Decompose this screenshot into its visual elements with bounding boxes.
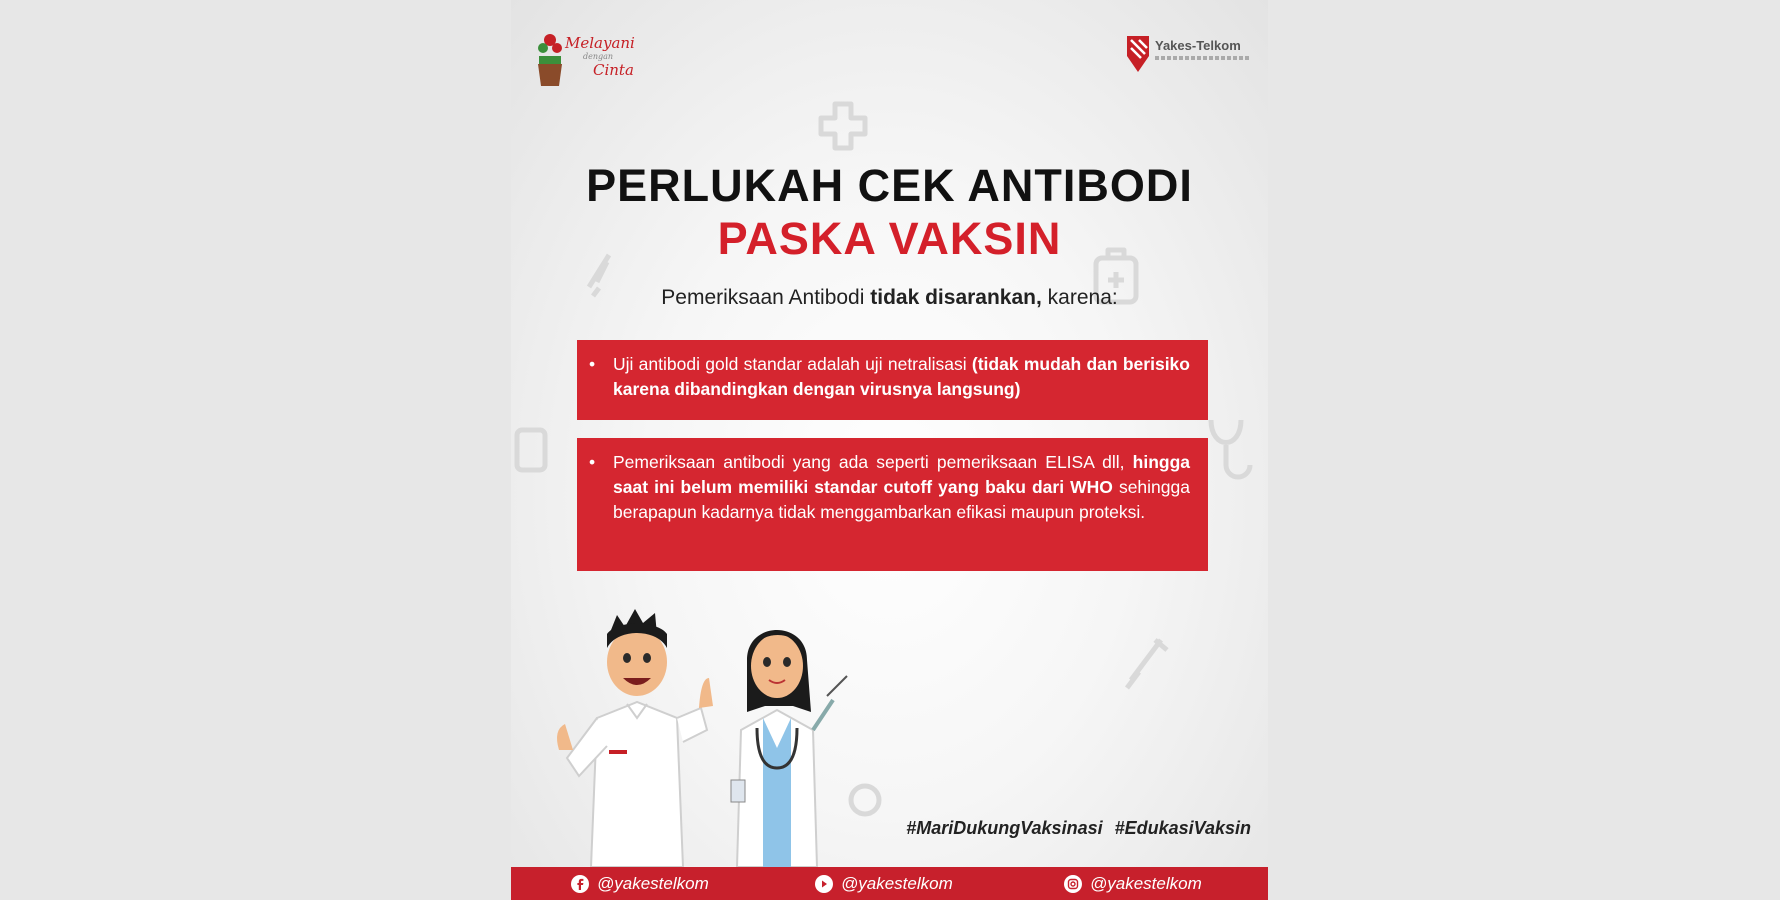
social-footer — [511, 867, 1268, 900]
melayani-dengan-cinta-logo — [535, 28, 635, 90]
subtitle — [511, 286, 1268, 310]
cartoon-man — [557, 609, 713, 867]
logo-tag-word-1: Melayani — [565, 34, 635, 52]
bullet: • — [589, 354, 596, 374]
logo-tag-word-3: Cinta — [593, 61, 634, 79]
hashtag-2[interactable]: #EdukasiVaksin — [1114, 818, 1251, 838]
instagram-handle: @yakestelkom — [1090, 874, 1202, 893]
heart-tree-icon — [535, 28, 565, 90]
hashtag-1[interactable]: #MariDukungVaksinasi — [906, 818, 1103, 838]
yakes-brand-name: Yakes-Telkom — [1155, 38, 1241, 53]
subtitle-bold: tidak disarankan, — [870, 286, 1042, 309]
reason-2-text-a: Pemeriksaan antibodi yang ada seperti pemeriksaan ELISA dll, — [613, 452, 1133, 472]
social-youtube[interactable] — [815, 873, 953, 895]
yakes-telkom-logo — [1125, 34, 1255, 78]
cartoon-doctor — [731, 630, 847, 867]
brand-subline — [1155, 56, 1250, 60]
youtube-icon — [815, 875, 833, 893]
poster — [511, 0, 1268, 900]
cartoon-characters-illustration — [551, 600, 881, 867]
reason-box-1 — [577, 340, 1208, 420]
reason-2-bold: hingga saat ini belum memiliki standar cutoff yang baku dari WHO — [613, 452, 1190, 497]
title-line-1: PERLUKAH CEK ANTIBODI — [586, 160, 1193, 211]
facebook-icon — [571, 875, 589, 893]
social-facebook[interactable] — [571, 873, 709, 895]
yakes-shield-icon — [1125, 34, 1151, 74]
subtitle-prefix: Pemeriksaan Antibodi — [661, 286, 871, 309]
bullet: • — [589, 452, 596, 472]
reason-text-2 — [613, 450, 1190, 525]
logo-tag-word-2: dengan — [583, 52, 614, 61]
reason-1-bold: (tidak mudah dan berisiko karena dibandingkan dengan virusnya langsung) — [613, 354, 1190, 399]
reason-text-1 — [613, 352, 1190, 402]
hashtags — [871, 818, 1251, 839]
reason-2-text-b: sehingga berapapun kadarnya tidak menggambarkan efikasi maupun proteksi. — [613, 477, 1190, 522]
subtitle-suffix: karena: — [1041, 286, 1118, 309]
title-line-2: PASKA VAKSIN — [717, 213, 1062, 264]
social-instagram[interactable] — [1064, 873, 1202, 895]
reason-1-text: Uji antibodi gold standar adalah uji netralisasi — [613, 354, 972, 374]
facebook-handle: @yakestelkom — [597, 874, 709, 893]
instagram-icon — [1064, 875, 1082, 893]
reason-box-2 — [577, 438, 1208, 571]
youtube-handle: @yakestelkom — [841, 874, 953, 893]
